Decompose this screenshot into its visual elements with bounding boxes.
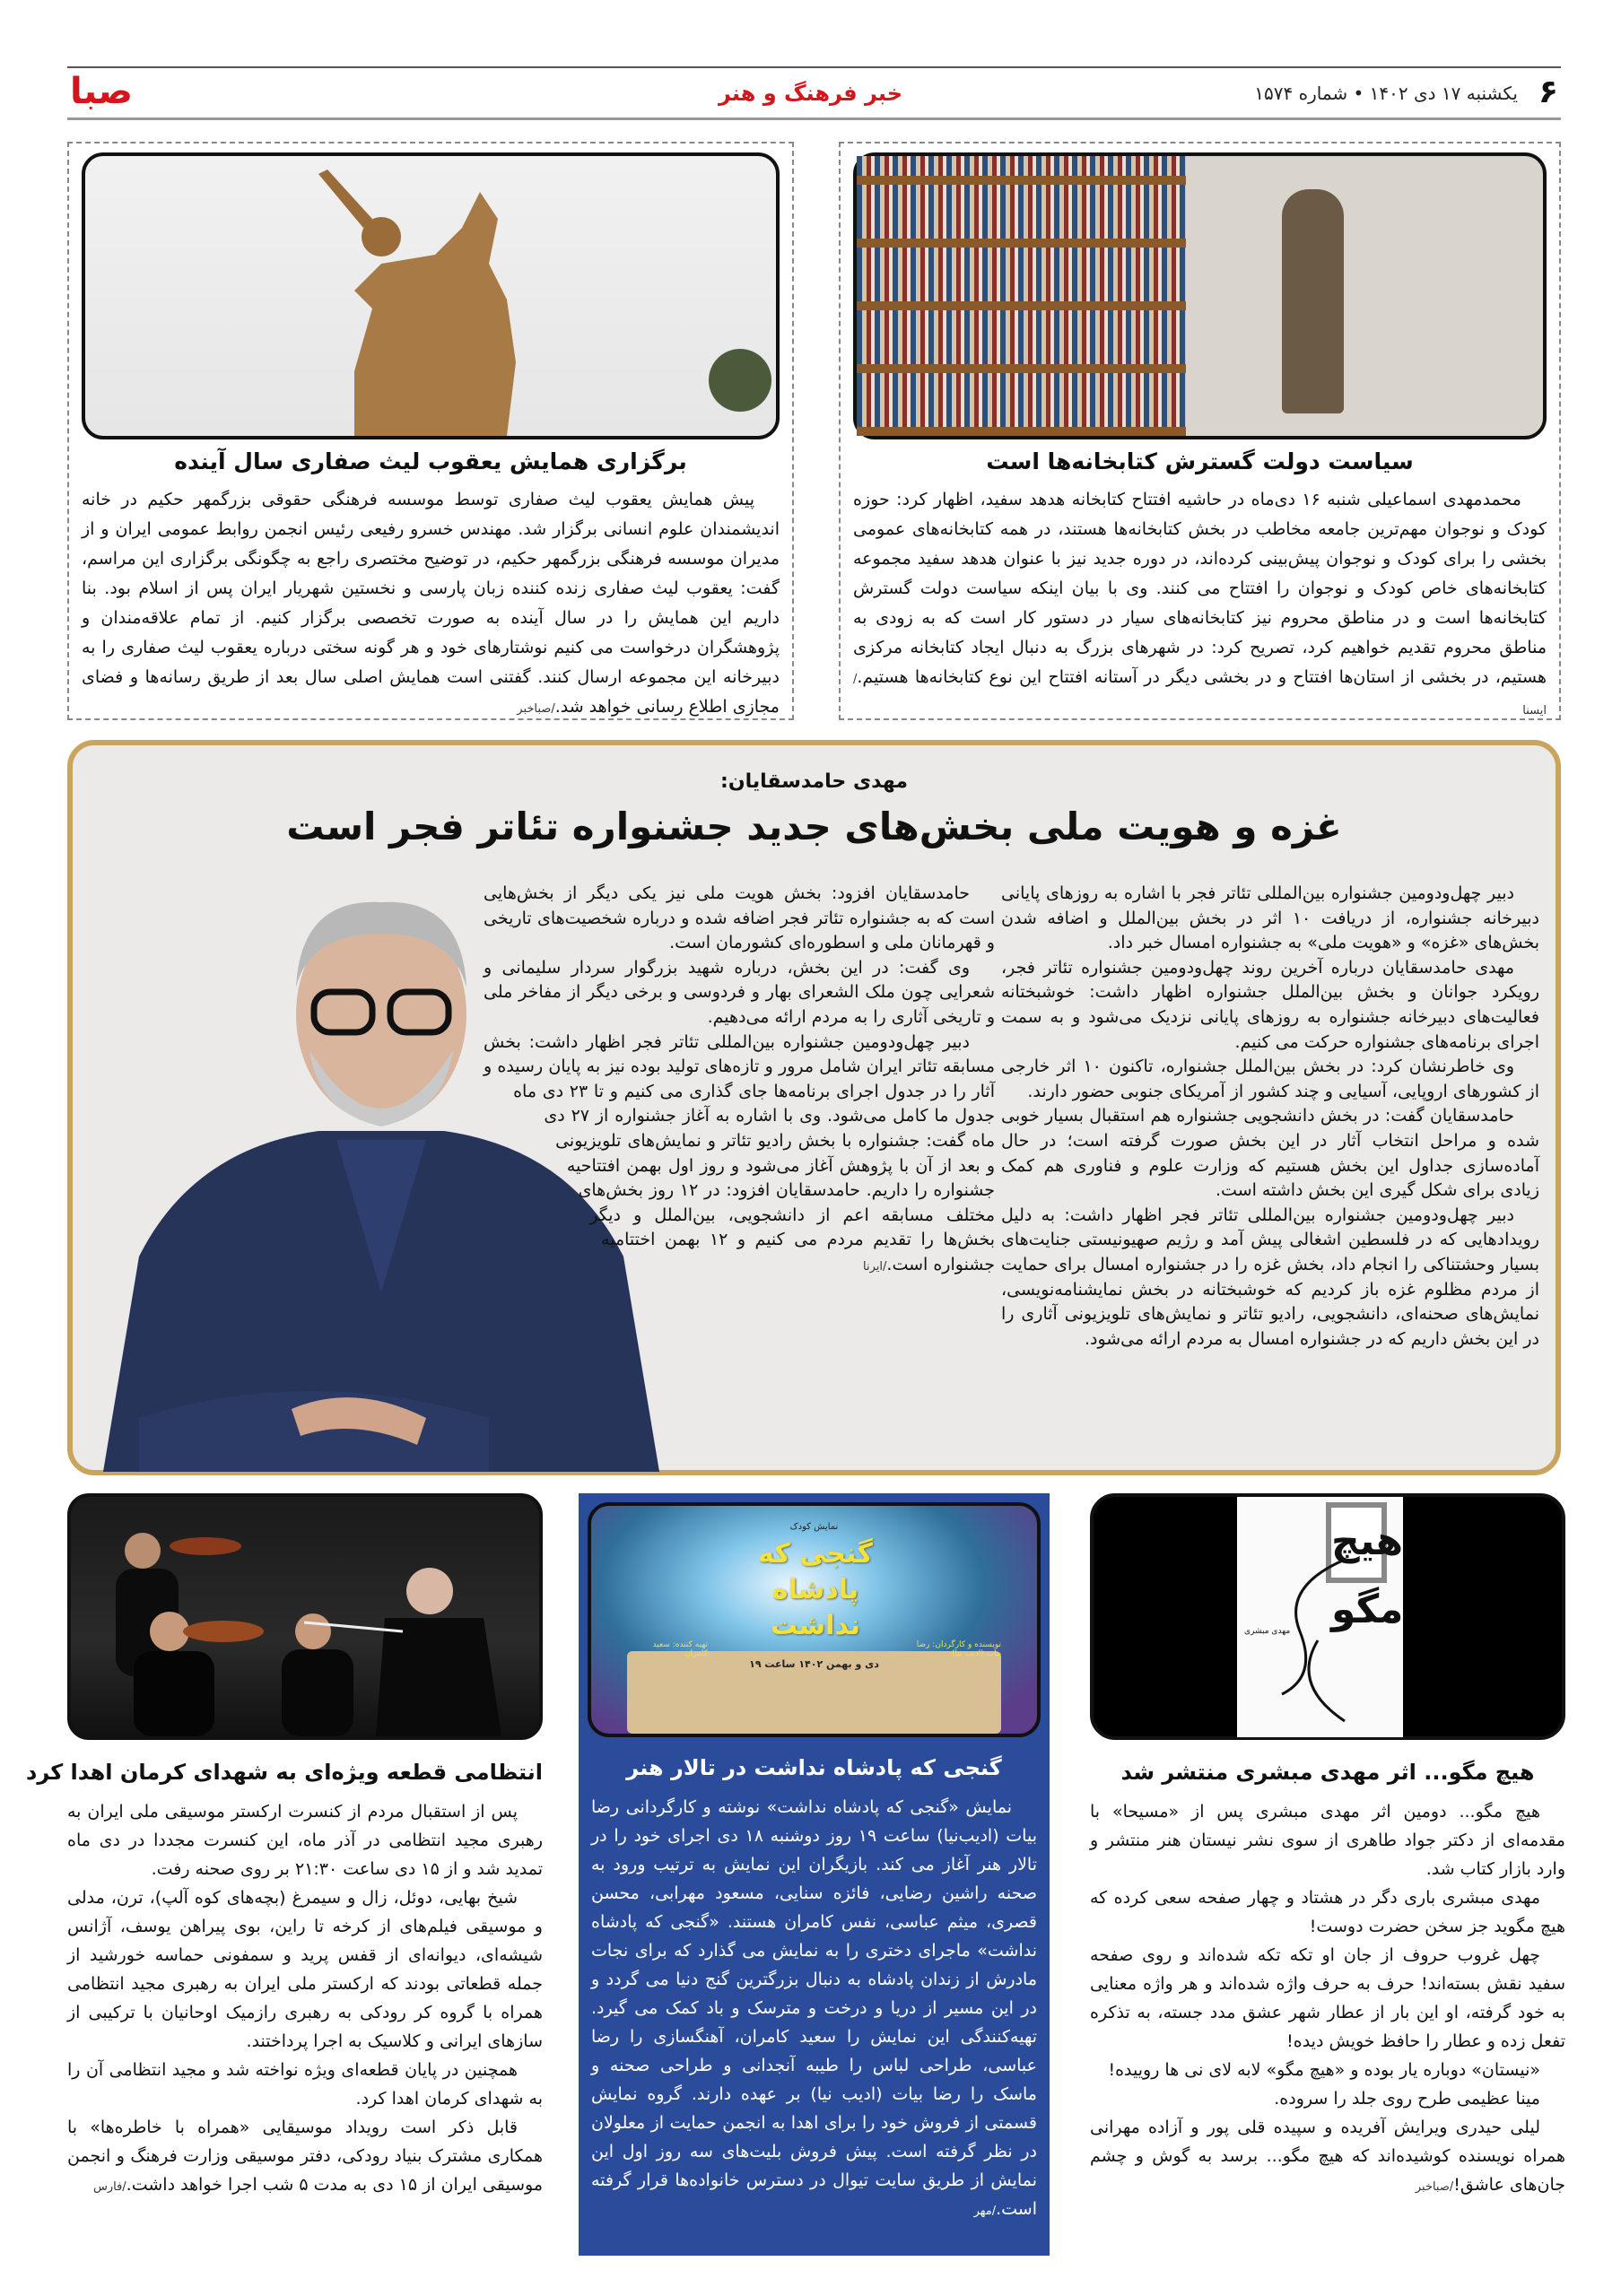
article-orchestra [26, 1493, 543, 2265]
statue-photo [82, 152, 780, 439]
feature-right-column [1001, 882, 1539, 1465]
article-paragraph: دبیر چهل‌ودومین جشنواره بین‌المللی تئاتر فجر با اشاره به روزهای پایانی دبیرخانه جشنواره، از دریافت ۱۰ اثر در بخش بین‌الملل و اضافه شدن بخش‌های «غزه» و «هویت ملی» به جشنواره امسال خبر داد. [1001, 883, 1540, 953]
feature-middle-column [484, 882, 995, 1465]
equestrian-statue [85, 156, 776, 436]
poster-producer: تهیه کننده: سعید کامران [652, 1640, 708, 1658]
article-paragraph: مهدی حامدسقایان درباره آخرین روند چهل‌ودومین جشنواره تئاتر فجر، رویکرد جوانان و بخش بین‌الملل جشنواره اظهار داشت: خوشبختانه فعالیت‌های دبیرخانه جشنواره به روزهای پایانی نزدیک می‌شود و به سمت اجرای برنامه‌های جشنواره حرکت می کنیم. [1001, 957, 1539, 1052]
article-paragraph: چهل غروب حروف از جان او تکه تکه شده‌اند و روی صفحه سفید نقش بسته‌اند! حرف به حرف واژه شده‌اند و هر واژه معنایی به خود گرفته، او این بار از عطار شهر عشق مدد جسته، به تذکره تفعل زده و عطار را حافظ خویش دیده! [1090, 1945, 1565, 2051]
feature-kicker: مهدی حامدسقایان: [720, 770, 908, 793]
source-credit: /ایسنا [853, 673, 1547, 718]
header-top-rule [67, 66, 1561, 68]
article-paragraph: همچنین در پایان قطعه‌ای ویژه نواخته شد و مجید انتظامی آن را به شهدای کرمان اهدا کرد. [67, 2060, 543, 2109]
book-cover-photo [1090, 1493, 1565, 1740]
article-paragraph: شیخ بهایی، دوئل، زال و سیمرغ (بچه‌های کوه آلپ)، ترن، مدلی و موسیقی فیلم‌های از کرخه تا راین، بوی پیراهن یوسف، آژانس شیشه‌ای، دیوانه‌ای از قفس پرید و سمفونی حماسه خورشید از جمله قطعاتی بودند که ارکستر ملی ایران به رهبری مجید انتظامی همراه با گروه کر رودکی به رهبری رازمیک اوحانیان با ترکیبی از سازهای ایرانی و کلاسیک به اجرا پرداختند. [67, 1888, 543, 2051]
source-credit: /صباخبر [517, 702, 555, 716]
article-paragraph: محمدمهدی اسماعیلی شنبه ۱۶ دی‌ماه در حاشیه افتتاح کتابخانه هدهد سفید، اظهار کرد: حوزه کودک و نوجوان مهم‌ترین جامعه مخاطب در بخش کتابخانه‌ها هستند، در همه کتابخانه‌های عمومی بخشی را برای کودک و نوجوان پیش‌بینی کرده‌اند، در دوره جدید نیز با عنوان هدهد سفید مجموعه کتابخانه‌های خاص کودک و نوجوان را افتتاح می کنند. وی با بیان اینکه سیاست دولت گسترش کتابخانه‌ها است و در مناطق محروم نیز کتابخانه‌های سیار در دستور کار است که به زودی به مناطق محروم تقدیم خواهیم کرد، تصریح کرد: در شهرهای بزرگ به دنبال ایجاد کتابخانه مرکزی هستیم، در بخشی از استان‌ها افتتاح و در بخشی دیگر در آستانه افتتاح این نوع کتابخانه‌ها هستیم./ایسنا [853, 490, 1547, 718]
library-photo [853, 152, 1547, 439]
article-paragraph: پیش همایش یعقوب لیث صفاری توسط موسسه فرهنگی حقوقی بزرگمهر حکیم در خانه اندیشمندان علوم انسانی برگزار شد. مهندس خسرو رفیعی رئیس انجمن روابط عمومی ایران و از مدیران موسسه فرهنگی بزرگمهر حکیم، در توضیح مختصری راجع به چگونگی برگزاری این مراسم، گفت: یعقوب لیث صفاری زنده کننده زبان پارسی و نخستین شهریار ایران پس از اسلام بود. بنا داریم این همایش را در سال آینده به صورت تخصصی برگزار کنیم. از تمام علاقه‌مندان و پژوهشگران درخواست می کنیم نوشتارهای خود و هر گونه سختی درباره یعقوب لیث صفاری را به دبیرخانه این مجموعه ارسال کنند. گفتنی است همایش اصلی سال بعد از طریق رسانه‌ها و فضای مجازی اطلاع رسانی خواهد شد./صباخبر [82, 490, 780, 717]
article-title: گنجی که پادشاه نداشت در تالار هنر [626, 1755, 1002, 1780]
article-paragraph: «نیستان» دوباره یار بوده و «هیچ مگو» لابه لای نی ها روییده! [1108, 2060, 1540, 2080]
article-title: برگزاری همایش یعقوب لیث صفاری سال آینده [174, 448, 687, 474]
feature-headline: غزه و هویت ملی بخش‌های جدید جشنواره تئاتر فجر است [286, 804, 1342, 848]
article-paragraph: حامدسقایان افزود: بخش هویت ملی نیز یکی دیگر از بخش‌هایی است که به جشنواره تئاتر فجر اضافه شده و درباره شخصیت‌های تاریخی و قهرمانان ملی و اسطوره‌ای کشورمان است. [484, 883, 995, 953]
orchestra-photo [67, 1493, 543, 1740]
article-paragraph: دبیر چهل‌ودومین جشنواره بین‌المللی تئاتر فجر اظهار داشت: به دلیل رویدادهایی که در فلسطین اشغالی پیش آمد و رژیم صهیونیستی جنایت‌های بسیار وحشتناکی را انجام داد، بخش غزه را در جشنواره امسال برای حمایت از مردم مظلوم غزه باز کردیم که خوشبختانه در بخش نمایشنامه‌نویسی، نمایش‌های صحنه‌ای، دانشجویی، رادیو تئاتر و نمایش‌های تلویزیونی آثاری را در این بخش داریم که در جشنواره امسال به مردم ارائه می‌شود. [1001, 1205, 1539, 1349]
article-paragraph: لیلی حیدری ویرایش آفریده و سپیده قلی پور و آزاده مهرانی همراه نویسنده کوشیده‌اند که هیچ مگو... برسد به گوش و چشم جان‌های عاشق!/صباخبر [1090, 2118, 1565, 2195]
poster-title: گنجی که پادشاه نداشت [758, 1538, 873, 1641]
article-title: هیچ مگو... اثر مهدی مبشری منتشر شد [1120, 1760, 1535, 1785]
cover-author: مهدی مبشری [1244, 1627, 1291, 1636]
header-bottom-rule [67, 117, 1561, 120]
bookshelves [857, 156, 1186, 436]
article-paragraph: مینا عظیمی طرح روی جلد را سروده. [1274, 2089, 1540, 2109]
article-paragraph: هیچ مگو... دومین اثر مهدی مبشری پس از «مسیحا» با مقدمه‌ای از دکتر جواد طاهری از سوی نشر نیستان هنر منتشر و وارد بازار کتاب شد. [1090, 1802, 1565, 1879]
source-credit: /مهر [973, 2205, 997, 2218]
article-paragraph: نمایش «گنجی که پادشاه نداشت» نوشته و کارگردانی رضا بیات (ادیب‌نیا) ساعت ۱۹ روز دوشنبه ۱۸ دی اجرای خود را در تالار هنر آغاز می کند. بازیگران این نمایش به ترتیب ورود به صحنه راشین رضایی، فائزه سنایی، مسعود مهرابی، محسن قصری، میثم عباسی، نفس کامران هستند. «گنجی که پادشاه نداشت» ماجرای دختری را به نمایش می گذارد که برای نجات مادرش از زندان پادشاه به دنبال بزرگترین گنج دنیا می گردد و در این مسیر از دریا و درخت و مترسک و باد کمک می گیرد. تهیه‌کنندگی این نمایش را سعید کامران، آهنگسازی را رضا عباسی، طراحی لباس را طیبه آنجدانی و طراحی صحنه و ماسک را رضا بیات (ادیب نیا) بر عهده دارند. گروه نمایش قسمتی از فروش خود را برای اهدا به انجمن حمایت از معلولان در نظر گرفته است. پیش فروش بلیت‌های سه روز اول این نمایش از طریق سایت تیوال در دسترس خانواده‌ها قرار گرفته است./مهر [591, 1797, 1037, 2219]
article-title: سیاست دولت گسترش کتابخانه‌ها است [986, 448, 1414, 474]
poster-director: نویسنده و کارگردان: رضا بیات (ادیب نیا) [916, 1640, 1001, 1658]
poster-date: دی و بهمن ۱۴۰۲ ساعت ۱۹ [749, 1658, 879, 1670]
poster-kicker: نمایش کودک [789, 1522, 839, 1532]
article-paragraph: حامدسقایان گفت: در بخش دانشجویی جشنواره هم استقبال بسیار خوبی شده و مراحل انتخاب آثار در این بخش صورت گرفته است؛ در حال آماده‌سازی جداول این بخش هستیم که وزارت علوم و فناوری هم کمک زیادی برای شکل گیری این بخش داشته است. [1001, 1106, 1539, 1201]
article-paragraph: وی گفت: در این بخش، درباره شهید بزرگوار سردار سلیمانی و شعرایی چون ملک الشعرای بهار و فردوسی و برخی دیگر از مفاخر ملی و تاریخی آثاری را به مردم ارائه می‌دهیم. [484, 957, 995, 1027]
article-title: انتظامی قطعه ویژه‌ای به شهدای کرمان اهدا کرد [26, 1760, 543, 1785]
newspaper-logo: صبا [70, 71, 133, 112]
article-paragraph: پس از استقبال مردم از کنسرت ارکستر موسیقی ملی ایران به رهبری مجید انتظامی در آذر ماه، این کنسرت مجددا در دی ماه تمدید شد و از ۱۵ دی ساعت ۲۱:۳۰ بر روی صحنه رفت. [67, 1802, 543, 1879]
feature-article [67, 740, 1561, 1475]
source-credit: /ایرنا [863, 1259, 887, 1274]
article-libraries [839, 142, 1561, 720]
person-figure [1282, 189, 1344, 413]
play-poster [588, 1502, 1041, 1737]
article-paragraph: وی خاطرنشان کرد: در بخش بین‌الملل جشنواره، تاکنون ۱۰ اثر خارجی از کشورهای اروپایی، آسیایی و چند کشور از آمریکای جنوبی حضور دارند. [1001, 1057, 1539, 1101]
book-cover [1237, 1497, 1403, 1737]
article-paragraph: مهدی مبشری باری دگر در هشتاد و چهار صفحه سعی کرده که هیچ مگوید جز سخن حضرت دوست! [1090, 1888, 1565, 1936]
article-yaqub-leith [67, 142, 794, 720]
article-paragraph: دبیر چهل‌ودومین جشنواره بین‌المللی تئاتر فجر اظهار داشت: بخش مسابقه تئاتر ایران شامل مرور و تازه‌های تولید بوده نیز به پایان رسیده و آثار را در جدول اجرای برنامه‌ها جای گذاری می کنیم و تا ۲۳ دی ماه جدول ما کامل می‌شود. وی با اشاره به آغاز جشنواره از ۲۷ دی ماه گفت: جشنواره با بخش رادیو تئاتر و نمایش‌های تلویزیونی و بعد از آن با پژوهش آغاز می‌شود و روز اول بهمن افتتاحیه جشنواره را داریم. حامدسقایان افزود: در ۱۲ روز بخش‌های مختلف مسابقه اعم از دانشجویی، بین‌الملل و دیگر بخش‌ها را تقدیم مردم می کنیم و ۱۲ بهمن اختتامیه جشنواره است./ایرنا [484, 1031, 996, 1274]
dateline: یکشنبه ۱۷ دی ۱۴۰۲ • شماره ۱۵۷۴ [1254, 83, 1518, 104]
article-book [1090, 1493, 1565, 2265]
section-title: خبر فرهنگ و هنر [718, 81, 903, 106]
cover-title: هیچ مگو [1326, 1502, 1387, 1583]
source-credit: /صباخبر [1415, 2180, 1454, 2194]
source-credit: /فارس [92, 2180, 126, 2194]
article-paragraph: قابل ذکر است رویداد موسیقایی «همراه با خاطره‌ها» با همکاری مشترک بنیاد رودکی، دفتر موسیقی وزارت فرهنگ و انجمن موسیقی ایران از ۱۵ دی به مدت ۵ شب اجرا خواهد داشت./فارس [67, 2118, 543, 2195]
article-play [579, 1493, 1050, 2256]
page-number: ۶ [1538, 74, 1558, 110]
